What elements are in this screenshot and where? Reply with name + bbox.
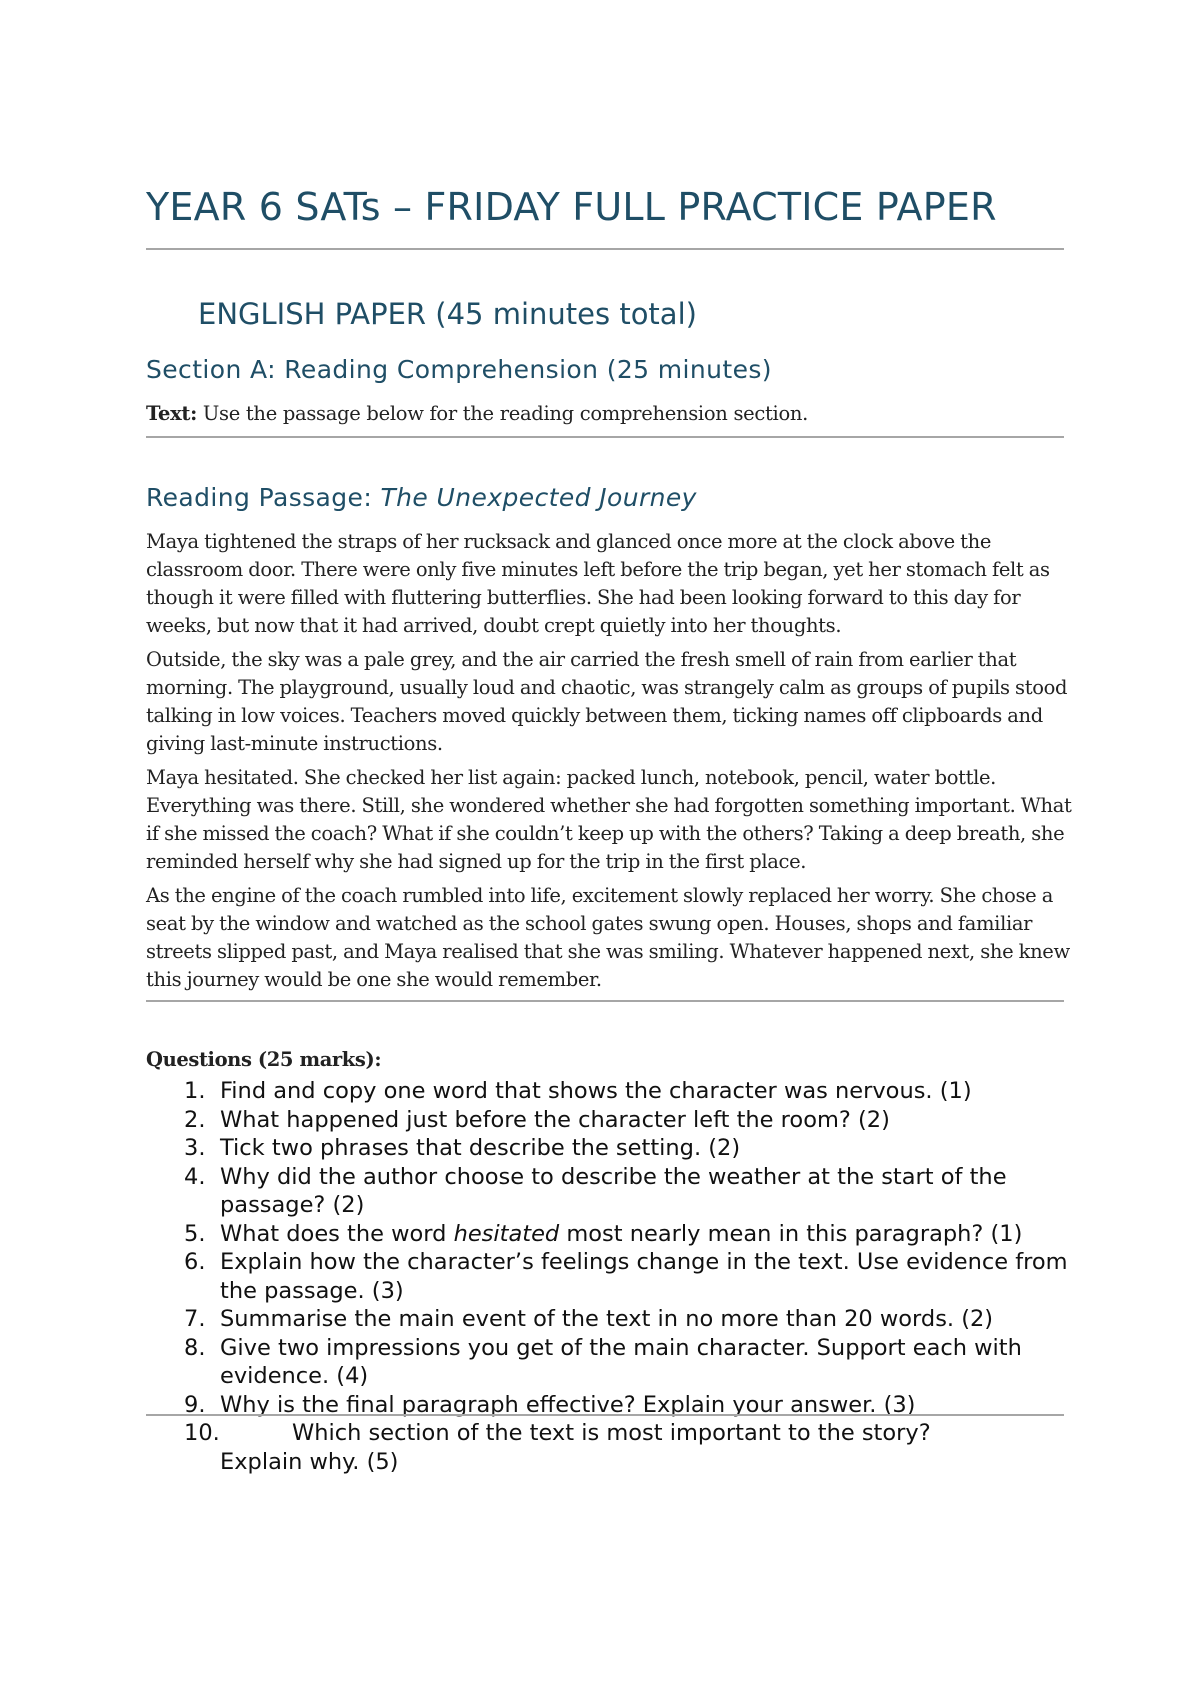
question-text-after: most nearly mean in this paragraph? (1) (559, 1220, 1023, 1247)
passage-heading (146, 480, 697, 516)
question-text-line2: Explain why. (5) (220, 1448, 399, 1475)
section-divider-3 (146, 1414, 1064, 1416)
question-item (146, 1163, 1086, 1220)
title-divider (146, 248, 1064, 250)
question-item (146, 1419, 1086, 1476)
question-text: Why is the final paragraph effective? Explain your answer. (3) (220, 1391, 916, 1418)
question-number: 9. (184, 1391, 206, 1418)
question-item (146, 1134, 1086, 1163)
section-a-heading: Section A: Reading Comprehension (25 minutes) (146, 355, 772, 384)
question-text: What happened just before the character left the room? (2) (220, 1106, 890, 1133)
question-number: 10. (184, 1420, 220, 1446)
text-instruction-body: Use the passage below for the reading comprehension section. (197, 402, 809, 425)
paper-heading: ENGLISH PAPER (45 minutes total) (198, 297, 697, 331)
passage-paragraph: Outside, the sky was a pale grey, and the air carried the fresh smell of rain from earlier that morning. The playground, usually loud and chaotic, was strangely calm as groups of pupils stood talking in low voices. Teachers moved quickly between them, ticking names off clipboards and giving last-minute instructions. (146, 648, 1068, 755)
question-number: 6. (184, 1249, 206, 1275)
question-number: 8. (184, 1334, 206, 1361)
question-item (146, 1305, 1086, 1334)
question-number: 3. (184, 1135, 206, 1161)
passage-heading-prefix: Reading Passage: (146, 483, 381, 512)
questions-list (146, 1077, 1086, 1476)
questions-label: Questions (25 marks): (146, 1048, 382, 1071)
question-text-line1: Which section of the text is most important to the story? (292, 1420, 931, 1446)
question-item (146, 1334, 1086, 1391)
question-number: 4. (184, 1163, 206, 1190)
document-title: YEAR 6 SATs – FRIDAY FULL PRACTICE PAPER (146, 185, 997, 229)
text-label: Text: (146, 402, 198, 425)
question-number: 7. (184, 1306, 206, 1332)
question-text: Why did the author choose to describe the weather at the start of the passage? (2) (220, 1163, 1007, 1218)
question-text: Give two impressions you get of the main character. Support each with evidence. (4) (220, 1334, 1022, 1389)
section-divider-1 (146, 436, 1064, 438)
question-number: 2. (184, 1106, 206, 1133)
question-text: Find and copy one word that shows the character was nervous. (1) (220, 1078, 972, 1104)
question-text: Tick two phrases that describe the setting. (2) (220, 1135, 741, 1161)
question-item (146, 1220, 1086, 1249)
passage-paragraph: As the engine of the coach rumbled into life, excitement slowly replaced her worry. She chose a seat by the window and watched as the school gates swung open. Houses, shops and familiar streets slipped past, and Maya realised that she was smiling. Whatever happened next, she knew this journey would be one she would remember. (146, 884, 1070, 991)
question-text: Explain how the character’s feelings change in the text. Use evidence from the passage. (3) (220, 1249, 1068, 1304)
question-text: Summarise the main event of the text in no more than 20 words. (2) (220, 1306, 994, 1332)
question-item (146, 1248, 1086, 1305)
question-number: 5. (184, 1220, 206, 1247)
question-text-before: What does the word (220, 1220, 454, 1247)
passage-paragraph: Maya tightened the straps of her rucksack and glanced once more at the clock above the classroom door. There were only five minutes left before the trip began, yet her stomach felt as though it were filled with fluttering butterflies. She had been looking forward to this day for weeks, but now that it had arrived, doubt crept quietly into her thoughts. (146, 530, 1050, 637)
passage-heading-title: The Unexpected Journey (380, 483, 697, 512)
question-number: 1. (184, 1078, 206, 1104)
reading-passage (146, 528, 1086, 1000)
section-divider-2 (146, 1000, 1064, 1002)
question-text-italic: hesitated (453, 1220, 560, 1247)
question-item (146, 1077, 1086, 1106)
question-item (146, 1106, 1086, 1135)
text-instruction (146, 400, 808, 428)
passage-paragraph: Maya hesitated. She checked her list again: packed lunch, notebook, pencil, water bottle. Everything was there. Still, she wondered whether she had forgotten something important. What if she missed the coach? What if she couldn’t keep up with the others? Taking a deep breath, she reminded herself why she had signed up for the trip in the first place. (146, 766, 1072, 873)
